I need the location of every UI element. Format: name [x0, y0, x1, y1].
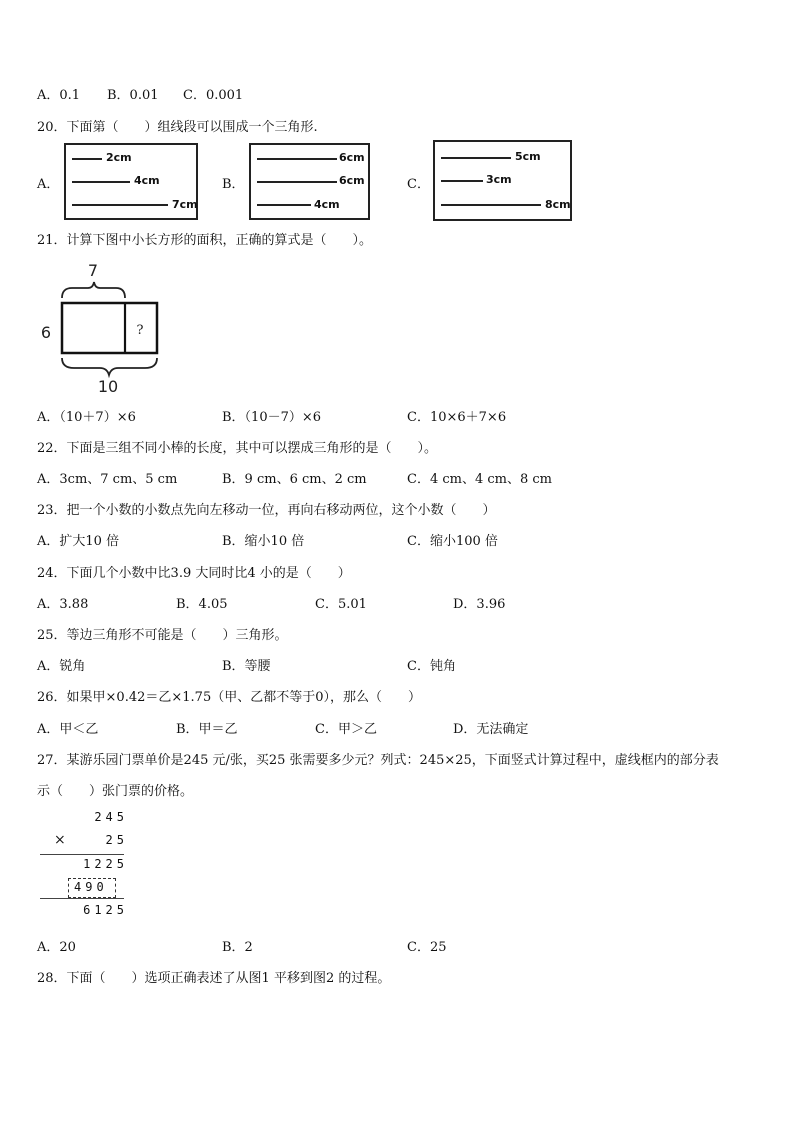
q26-option-c: C．甲＞乙 [315, 722, 377, 737]
calc-product: 6125 [83, 903, 128, 917]
segment-line [72, 181, 130, 183]
q24-option-d: D．3.96 [453, 597, 506, 612]
segment-label: 4cm [134, 174, 160, 187]
q23-option-c: C．缩小100 倍 [407, 534, 498, 549]
segment-label: 7cm [172, 198, 198, 211]
q20-label-c: C． [407, 177, 430, 192]
calc-partial-2: 490 [74, 880, 108, 894]
segment-line [257, 158, 337, 160]
q27-option-b: B．2 [222, 940, 253, 955]
segment-label: 5cm [515, 150, 541, 163]
segment-line [257, 204, 311, 206]
q27-question-line2: 示（ ）张门票的价格。 [37, 784, 194, 799]
segment-label: 6cm [339, 174, 365, 187]
q20-question: 20．下面第（ ）组线段可以围成一个三角形. [37, 120, 318, 135]
segment-line [441, 180, 483, 182]
q20-label-a: A． [37, 177, 60, 192]
q23-option-b: B．缩小10 倍 [222, 534, 305, 549]
q20-figure-a [64, 143, 198, 220]
calc-times-sign: × [54, 832, 66, 848]
q22-option-b: B．9 cm、6 cm、2 cm [222, 472, 367, 487]
q21-rectangle-figure [30, 258, 180, 398]
q27-option-c: C．25 [407, 940, 447, 955]
q25-question: 25．等边三角形不可能是（ ）三角形。 [37, 628, 288, 643]
calc-rule [40, 898, 124, 899]
q21-question: 21．计算下图中小长方形的面积，正确的算式是（ ）。 [37, 233, 373, 248]
segment-label: 2cm [106, 151, 132, 164]
segment-line [72, 158, 102, 160]
q21-option-a: A．（10＋7）×6 [37, 410, 136, 425]
q22-option-c: C．4 cm、4 cm、8 cm [407, 472, 552, 487]
segment-line [441, 157, 511, 159]
q19-option-c: C．0.001 [183, 88, 244, 103]
q24-option-c: C．5.01 [315, 597, 367, 612]
q23-question: 23．把一个小数的小数点先向左移动一位，再向右移动两位，这个小数（ ） [37, 503, 496, 518]
bottom-length-label: 10 [97, 377, 119, 396]
q19-option-b: B．0.01 [107, 88, 159, 103]
q25-option-a: A．锐角 [37, 659, 86, 674]
q25-option-b: B．等腰 [222, 659, 271, 674]
q26-option-d: D．无法确定 [453, 722, 529, 737]
q22-question: 22．下面是三组不同小棒的长度，其中可以摆成三角形的是（ ）。 [37, 441, 438, 456]
q27-vertical-multiplication [40, 806, 130, 921]
segment-label: 3cm [486, 173, 512, 186]
calc-multiplicand: 245 [94, 810, 128, 824]
bottom-brace [62, 358, 157, 375]
calc-partial-1: 1225 [83, 857, 128, 871]
q26-option-b: B．甲＝乙 [176, 722, 238, 737]
q19-option-a: A．0.1 [37, 88, 81, 103]
q20-figure-b [249, 143, 370, 220]
q20-label-b: B． [222, 177, 245, 192]
calc-multiplier: 25 [105, 833, 128, 847]
q26-question: 26．如果甲×0.42＝乙×1.75（甲、乙都不等于0），那么（ ） [37, 690, 421, 705]
q21-option-b: B．（10－7）×6 [222, 410, 322, 425]
q20-figure-c [433, 140, 572, 221]
q26-option-a: A．甲＜乙 [37, 722, 99, 737]
segment-label: 6cm [339, 151, 365, 164]
q25-option-c: C．钝角 [407, 659, 456, 674]
q24-question: 24．下面几个小数中比3.9 大同时比4 小的是（ ） [37, 566, 351, 581]
segment-label: 4cm [314, 198, 340, 211]
q22-option-a: A．3cm、7 cm、5 cm [37, 472, 178, 487]
q28-question: 28．下面（ ）选项正确表述了从图1 平移到图2 的过程。 [37, 971, 391, 986]
q23-option-a: A．扩大10 倍 [37, 534, 120, 549]
segment-label: 8cm [545, 198, 571, 211]
q24-option-a: A．3.88 [37, 597, 89, 612]
q27-option-a: A．20 [37, 940, 76, 955]
segment-line [72, 204, 168, 206]
top-length-label: 7 [87, 261, 99, 280]
segment-line [441, 204, 541, 206]
calc-rule [40, 854, 124, 855]
left-length-label: 6 [40, 323, 52, 342]
q21-option-c: C．10×6＋7×6 [407, 410, 507, 425]
q27-question-line1: 27．某游乐园门票单价是245 元/张，买25 张需要多少元？列式：245×25，下面竖式计算过程中，虚线框内的部分表 [37, 753, 719, 768]
top-brace [62, 282, 125, 298]
unknown-mark: ? [136, 323, 144, 338]
q24-option-b: B．4.05 [176, 597, 228, 612]
segment-line [257, 181, 337, 183]
